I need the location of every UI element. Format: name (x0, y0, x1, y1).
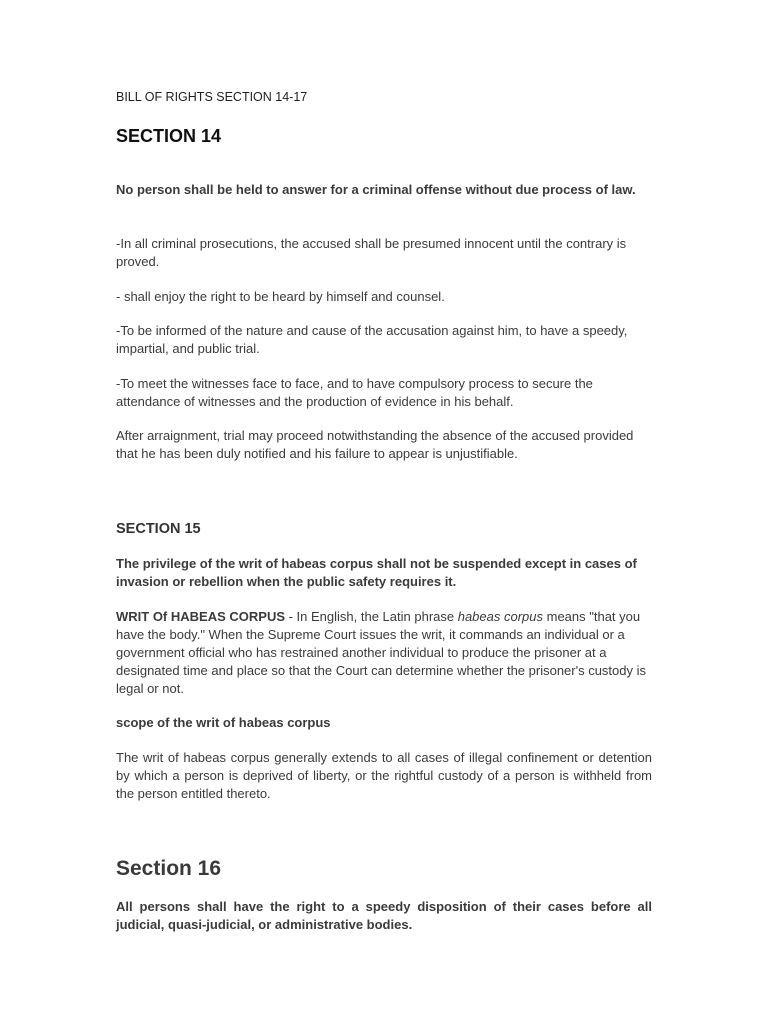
writ-definition-part-1: - In English, the Latin phrase (285, 609, 458, 624)
scope-heading: scope of the writ of habeas corpus (116, 715, 331, 730)
section-14-right-informed: -To be informed of the nature and cause of the accusation against him, to have a speedy, impartial, and public trial. (116, 323, 628, 356)
section-14-right-counsel: - shall enjoy the right to be heard by himself and counsel. (116, 289, 445, 304)
section-16-heading: Section 16 (116, 857, 222, 880)
section-14-heading: SECTION 14 (116, 126, 222, 146)
writ-term: WRIT Of HABEAS CORPUS (116, 609, 285, 624)
section-14-right-presumption: -In all criminal prosecutions, the accused shall be presumed innocent until the contrary is proved. (116, 236, 627, 269)
document-title: BILL OF RIGHTS SECTION 14-17 (116, 90, 308, 104)
section-14-right-witnesses: -To meet the witnesses face to face, and to have compulsory process to secure the attendance of witnesses and the production of evidence in his behalf. (116, 376, 593, 409)
section-15-heading: SECTION 15 (116, 521, 201, 537)
writ-definition-part-2: means "that you have the body." When the Supreme Court issues the writ, it commands an individual or a government official who has restrained another individual to produce the prisoner at a designated time and place so that the Court can determine whether the prisoner's custody is legal or not. (116, 609, 647, 696)
section-15-principle: The privilege of the writ of habeas corpus shall not be suspended except in cases of invasion or rebellion when the public safety requires it. (116, 556, 637, 589)
writ-latin-phrase: habeas corpus (457, 609, 543, 624)
scope-text: The writ of habeas corpus generally extends to all cases of illegal confinement or detention by which a person is deprived of liberty, or the rightful custody of a person is withheld from the person entitled thereto. (116, 750, 652, 801)
section-14-arraignment: After arraignment, trial may proceed notwithstanding the absence of the accused provided that he has been duly notified and his failure to appear is unjustifiable. (116, 428, 634, 461)
section-16-principle: All persons shall have the right to a speedy disposition of their cases before all judicial, quasi-judicial, or administrative bodies. (116, 899, 652, 932)
writ-definition (116, 608, 652, 698)
section-14-principle: No person shall be held to answer for a criminal offense without due process of law. (116, 182, 636, 197)
